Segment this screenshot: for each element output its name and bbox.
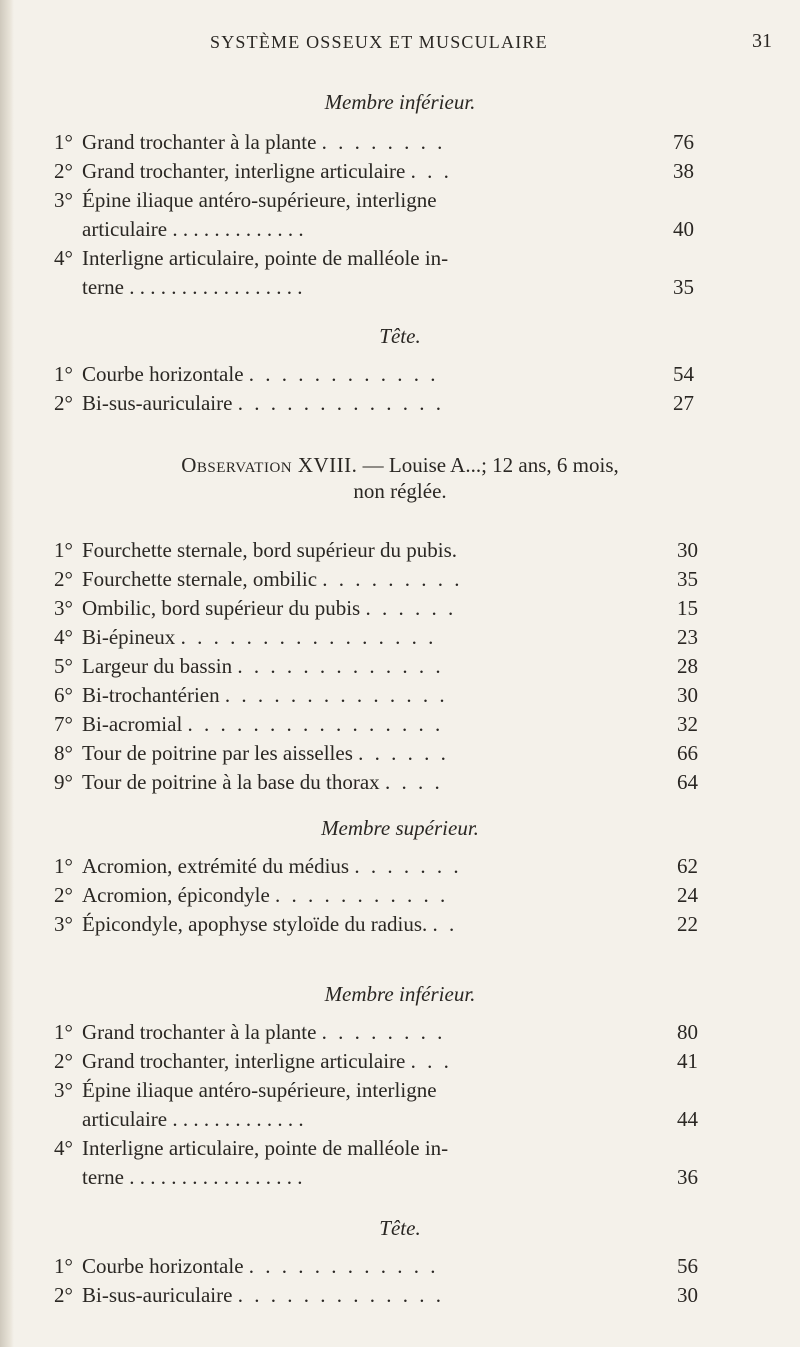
section-membre-inferieur-top	[0, 84, 800, 120]
item-number: 1°	[54, 362, 73, 386]
item-value: 44	[677, 1107, 698, 1131]
observation-text-2: non réglée.	[353, 479, 447, 503]
item-number: 4°	[54, 625, 73, 649]
item-value: 24	[677, 883, 698, 907]
list-item-continuation	[54, 1105, 698, 1134]
list-item	[54, 652, 698, 681]
leader-dots: . . . . . . .	[354, 854, 462, 878]
list-item	[54, 565, 698, 594]
item-value: 40	[673, 217, 694, 241]
item-value: 30	[677, 683, 698, 707]
item-number: 9°	[54, 770, 73, 794]
item-number: 1°	[54, 1020, 73, 1044]
page-number: 31	[752, 30, 772, 52]
leader-dots: . . . . . .	[365, 596, 457, 620]
list-item	[54, 1281, 698, 1310]
item-text: Bi-sus-auriculaire	[82, 1283, 233, 1307]
item-text-cont: articulaire	[82, 1107, 168, 1131]
leader-dots: . . .	[410, 159, 452, 183]
item-value: 35	[673, 275, 694, 299]
item-text: Acromion, extrémité du médius	[82, 854, 350, 878]
item-number: 2°	[54, 1049, 73, 1073]
item-text-cont: terne	[82, 1165, 124, 1189]
section-title: Membre supérieur.	[321, 816, 479, 840]
item-text: Grand trochanter à la plante	[82, 130, 317, 154]
running-title: SYSTÈME OSSEUX ET MUSCULAIRE	[210, 32, 548, 52]
item-text: Acromion, épicondyle	[82, 883, 270, 907]
item-value: 54	[673, 362, 694, 386]
item-text: Grand trochanter, interligne articulaire	[82, 1049, 406, 1073]
observation-text: — Louise A...; 12 ans, 6 mois,	[362, 453, 619, 477]
leader-dots: . . . . . . . . . . . . .	[237, 654, 444, 678]
item-value: 80	[677, 1020, 698, 1044]
leader-dots: . . . . . . . . . . . . .	[172, 1107, 304, 1131]
list-item	[54, 1047, 698, 1076]
item-text: Ombilic, bord supérieur du pubis	[82, 596, 361, 620]
list-tronc	[54, 536, 698, 797]
item-number: 5°	[54, 654, 73, 678]
section-title: Membre inférieur.	[324, 90, 476, 114]
list-item	[54, 186, 694, 215]
item-text: Interligne articulaire, pointe de malléole in-	[82, 246, 449, 270]
item-value: 23	[677, 625, 698, 649]
item-text: Épine iliaque antéro-supérieure, interligne	[82, 1078, 437, 1102]
list-item	[54, 768, 698, 797]
section-title: Membre inférieur.	[324, 982, 476, 1006]
list-tete-2	[54, 1252, 698, 1310]
item-value: 62	[677, 854, 698, 878]
leader-dots: . . . . . . . . . . . . .	[237, 1283, 444, 1307]
item-number: 2°	[54, 567, 73, 591]
leader-dots: . . . . . . . . . . . . . . . . .	[129, 1165, 303, 1189]
list-item	[54, 594, 698, 623]
item-number: 3°	[54, 188, 73, 212]
list-tete-top	[54, 360, 694, 418]
item-text: Interligne articulaire, pointe de malléole in-	[82, 1136, 449, 1160]
item-text: Tour de poitrine à la base du thorax	[82, 770, 380, 794]
item-value: 30	[677, 538, 698, 562]
item-text-cont: articulaire	[82, 217, 168, 241]
leader-dots: . . . . . . . .	[321, 130, 446, 154]
list-item	[54, 681, 698, 710]
item-value: 27	[673, 391, 694, 415]
section-membre-superieur	[0, 810, 800, 846]
list-item	[54, 1018, 698, 1047]
observation-heading	[0, 452, 800, 504]
item-text-cont: terne	[82, 275, 124, 299]
item-value: 38	[673, 159, 694, 183]
list-item-continuation	[54, 273, 694, 302]
list-item	[54, 1076, 698, 1105]
leader-dots: . .	[432, 912, 458, 936]
item-value: 36	[677, 1165, 698, 1189]
item-value: 66	[677, 741, 698, 765]
leader-dots: . . .	[410, 1049, 452, 1073]
list-item	[54, 623, 698, 652]
item-number: 3°	[54, 596, 73, 620]
item-value: 41	[677, 1049, 698, 1073]
item-value: 56	[677, 1254, 698, 1278]
list-membre-inferieur-2	[54, 1018, 698, 1192]
list-item	[54, 128, 694, 157]
item-value: 22	[677, 912, 698, 936]
list-item-continuation	[54, 215, 694, 244]
item-text: Épine iliaque antéro-supérieure, interligne	[82, 188, 437, 212]
item-number: 3°	[54, 1078, 73, 1102]
leader-dots: . . . . . . . . . . . .	[248, 362, 439, 386]
item-value: 15	[677, 596, 698, 620]
item-value: 35	[677, 567, 698, 591]
list-membre-inferieur-top	[54, 128, 694, 302]
item-text: Bi-trochantérien	[82, 683, 220, 707]
list-item	[54, 536, 698, 565]
leader-dots: . . . . . . . . . . . . . . . .	[180, 625, 437, 649]
leader-dots: . . . . . . . . . . . .	[248, 1254, 439, 1278]
leader-dots: . . . . . . . . . . . . .	[237, 391, 444, 415]
list-item	[54, 710, 698, 739]
leader-dots: . . . . . . . . . . . . . . . .	[187, 712, 444, 736]
leader-dots: . . . . . .	[358, 741, 449, 765]
item-value: 64	[677, 770, 698, 794]
list-item	[54, 881, 698, 910]
leader-dots: . . . . . . . . .	[322, 567, 463, 591]
item-number: 1°	[54, 130, 73, 154]
section-title: Tête.	[379, 1216, 421, 1240]
item-text: Grand trochanter à la plante	[82, 1020, 317, 1044]
list-item	[54, 1252, 698, 1281]
item-value: 30	[677, 1283, 698, 1307]
leader-dots: . . . . . . . .	[321, 1020, 446, 1044]
leader-dots: . . . . . . . . . . . . . . . . .	[129, 275, 303, 299]
item-value: 28	[677, 654, 698, 678]
item-text: Bi-sus-auriculaire	[82, 391, 233, 415]
item-number: 1°	[54, 538, 73, 562]
leader-dots: . . . . . . . . . . . . . .	[224, 683, 448, 707]
item-text: Fourchette sternale, ombilic	[82, 567, 318, 591]
item-number: 2°	[54, 883, 73, 907]
item-text: Bi-épineux	[82, 625, 176, 649]
list-membre-superieur	[54, 852, 698, 939]
item-text: Courbe horizontale	[82, 362, 244, 386]
item-number: 6°	[54, 683, 73, 707]
item-number: 7°	[54, 712, 73, 736]
item-text: Largeur du bassin	[82, 654, 233, 678]
list-item	[54, 852, 698, 881]
leader-dots: . . . . . . . . . . . . .	[172, 217, 304, 241]
item-number: 3°	[54, 912, 73, 936]
item-text: Courbe horizontale	[82, 1254, 244, 1278]
list-item-continuation	[54, 1163, 698, 1192]
list-item	[54, 389, 694, 418]
observation-label: Observation XVIII.	[181, 453, 358, 477]
item-text: Fourchette sternale, bord supérieur du pubis.	[82, 538, 457, 562]
item-value: 76	[673, 130, 694, 154]
item-text: Tour de poitrine par les aisselles	[82, 741, 353, 765]
section-tete-top	[0, 318, 800, 354]
section-tete-2	[0, 1210, 800, 1246]
item-number: 1°	[54, 854, 73, 878]
item-number: 4°	[54, 1136, 73, 1160]
item-value: 32	[677, 712, 698, 736]
leader-dots: . . . . . . . . . . .	[275, 883, 449, 907]
item-number: 2°	[54, 391, 73, 415]
list-item	[54, 910, 698, 939]
item-number: 1°	[54, 1254, 73, 1278]
item-number: 4°	[54, 246, 73, 270]
list-item	[54, 1134, 698, 1163]
list-item	[54, 360, 694, 389]
item-text: Bi-acromial	[82, 712, 183, 736]
item-number: 2°	[54, 1283, 73, 1307]
item-number: 2°	[54, 159, 73, 183]
item-number: 8°	[54, 741, 73, 765]
section-title: Tête.	[379, 324, 421, 348]
list-item	[54, 739, 698, 768]
item-text: Épicondyle, apophyse styloïde du radius.	[82, 912, 428, 936]
section-membre-inferieur-2	[0, 976, 800, 1012]
item-text: Grand trochanter, interligne articulaire	[82, 159, 406, 183]
list-item	[54, 244, 694, 273]
leader-dots: . . . .	[384, 770, 443, 794]
list-item	[54, 157, 694, 186]
